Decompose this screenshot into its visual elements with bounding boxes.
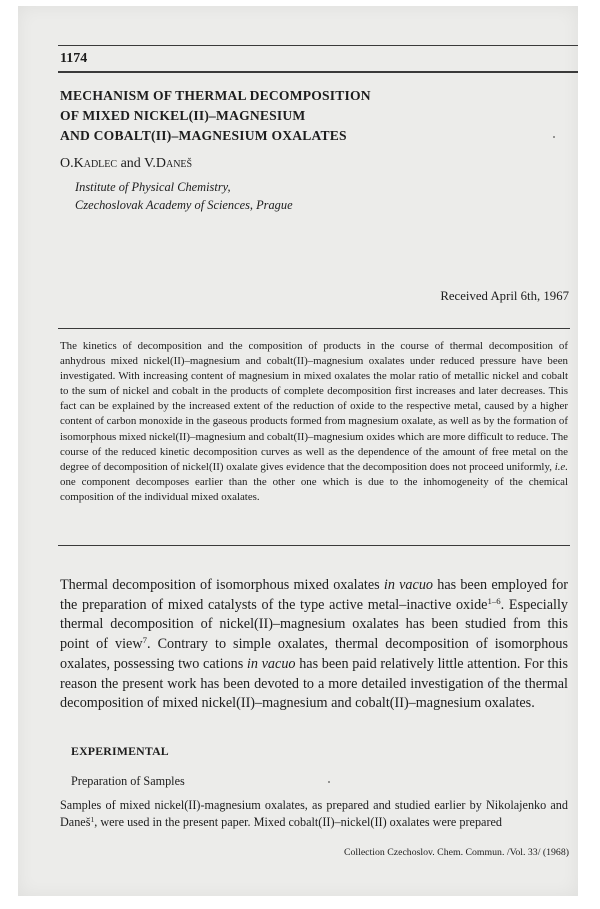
experimental-text — [60, 797, 568, 831]
reference-marker: 1–6 — [487, 595, 501, 606]
intro-text: has been employed for the preparation of mixed catalysts of the type active metal–inactive oxide — [60, 577, 569, 613]
header-rule — [58, 71, 578, 73]
abstract-text: The kinetics of decomposition and the composition of products in the course of thermal decomposition of anhydrous mixed nickel(II)–magnesium and cobalt(II)–magnesium oxalates under reduced pressure have been investigated. With increasing content of magnesium in mixed oxalates the molar ratio of metallic nickel and cobalt to the sum of nickel and cobalt in the products of complete decomposition first increases and later decreases. This fact can be explained by the increased extent of the reduction of oxide to the respective metal, caused by a higher content of carbon monoxide in the gaseous products formed from magnesium oxalate, as well as by the formation of isomorphous mixed nickel(II)–magnesium and cobalt(II)–magnesium oxides which are more difficult to reduce. The course of the reduced kinetic decomposition curves as well as the dependence of the amount of free metal on the degree of decomposition of nickel(II) oxalate gives evidence that the decomposition does not proceed uniformly, — [60, 340, 568, 473]
subsection-heading: Preparation of Samples — [71, 774, 185, 788]
reference-marker: 7 — [142, 635, 147, 646]
abstract — [60, 339, 568, 505]
scan-speck — [553, 136, 555, 138]
author-initial: V. — [144, 156, 156, 171]
intro-text: has been paid relatively little attention. For this reason the present work has been devoted to a more detailed investigation of the thermal decomposition of mixed nickel(II)–magnesium and cobalt(II)–magnesium oxalates. — [60, 655, 569, 712]
intro-text: Thermal decomposition of isomorphous mixed oxalates — [60, 577, 380, 593]
affiliation-line: Institute of Physical Chemistry, — [75, 180, 231, 194]
author-initial: O. — [60, 156, 74, 171]
abstract-top-rule — [58, 328, 570, 329]
intro-text: . Especially thermal decomposition of nickel(II)–magnesium oxalates has been studied from this point of view — [60, 596, 569, 653]
abstract-bottom-rule — [58, 545, 570, 546]
authors — [60, 156, 192, 172]
introduction — [60, 576, 568, 714]
scan-speck — [328, 781, 330, 783]
title-line: AND COBALT(II)–MAGNESIUM OXALATES — [60, 128, 347, 143]
received-date: Received April 6th, 1967 — [440, 289, 569, 303]
experimental-paragraph — [60, 797, 568, 831]
page-number: 1174 — [60, 51, 88, 66]
top-rule — [58, 45, 578, 46]
intro-in-vacuo: in vacuo — [383, 577, 434, 593]
abstract-text-end: one component decomposes earlier than the other one which is due to the inhomogeneity of the chemical composition of the individual mixed oxalates. — [60, 475, 568, 503]
title-line: OF MIXED NICKEL(II)–MAGNESIUM — [60, 108, 306, 123]
affiliation — [75, 178, 293, 214]
intro-paragraph — [60, 576, 568, 714]
author-conjunction: and — [117, 156, 145, 171]
experimental-sentence: Samples of mixed nickel(II)-magnesium oxalates, as prepared and studied earlier by Nikolajenko and Daneš — [60, 798, 568, 829]
intro-text: . Contrary to simple oxalates, thermal decomposition of isomorphous oxalates, possessing two cations — [60, 636, 568, 672]
author-name: Kadlec — [73, 156, 118, 171]
author-name: Daneš — [155, 156, 193, 171]
article-title — [60, 86, 530, 146]
section-heading: EXPERIMENTAL — [71, 744, 169, 758]
journal-page — [18, 6, 578, 896]
abstract-paragraph — [60, 339, 568, 505]
affiliation-line: Czechoslovak Academy of Sciences, Prague — [75, 198, 293, 212]
title-line: MECHANISM OF THERMAL DECOMPOSITION — [60, 88, 371, 103]
intro-in-vacuo: in vacuo — [246, 655, 296, 672]
experimental-sentence: , were used in the present paper. Mixed cobalt(II)–nickel(II) oxalates were prepared — [94, 815, 503, 829]
journal-footer: Collection Czechoslov. Chem. Commun. /Vol. 33/ (1968) — [343, 847, 569, 858]
reference-marker: 1 — [90, 814, 95, 824]
abstract-ie: i.e. — [554, 460, 568, 473]
